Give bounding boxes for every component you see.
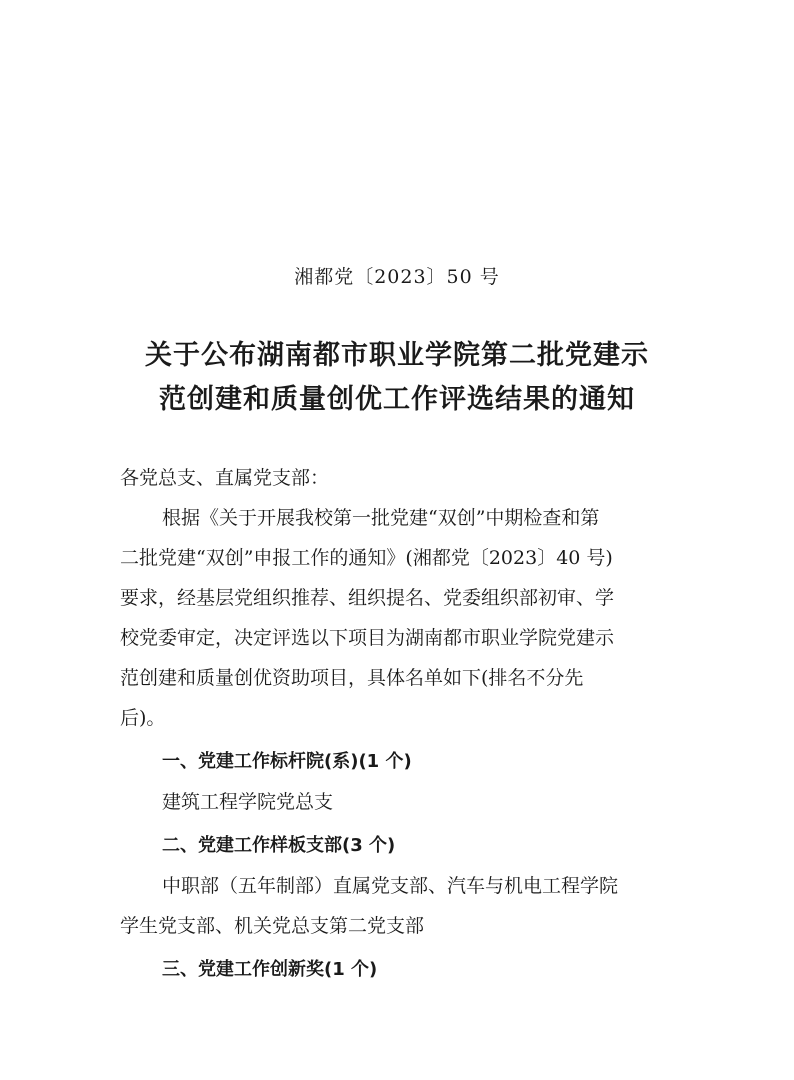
section-1-line: 建筑工程学院党总支 <box>162 791 334 813</box>
intro-line: 校党委审定，决定评选以下项目为湖南都市职业学院党建示 <box>120 627 615 649</box>
intro-line: 要求，经基层党组织推荐、组织提名、党委组织部初审、学 <box>120 587 615 609</box>
document-number: 湘都党〔2023〕50 号 <box>294 266 500 288</box>
document-body <box>120 458 676 990</box>
title-line-1: 关于公布湖南都市职业学院第二批党建示 <box>145 340 649 371</box>
section-2-line: 学生党支部、机关党总支第二党支部 <box>120 915 425 937</box>
salutation: 各党总支、直属党支部： <box>120 467 330 489</box>
section-heading-3: 三、党建工作创新奖(1 个) <box>162 959 378 980</box>
intro-line: 范创建和质量创优资助项目，具体名单如下(排名不分先 <box>120 667 584 689</box>
document-title <box>0 334 794 422</box>
title-line-2: 范创建和质量创优工作评选结果的通知 <box>159 384 635 415</box>
intro-line: 二批党建“双创”申报工作的通知》(湘都党〔2023〕40 号) <box>120 547 613 569</box>
section-2-line: 中职部（五年制部）直属党支部、汽车与机电工程学院 <box>162 875 619 897</box>
section-heading-2: 二、党建工作样板支部(3 个) <box>162 835 396 856</box>
section-heading-1: 一、党建工作标杆院(系)(1 个) <box>162 751 412 772</box>
intro-line: 根据《关于开展我校第一批党建“双创”中期检查和第 <box>162 507 600 529</box>
intro-paragraph <box>120 498 676 738</box>
intro-line: 后)。 <box>120 707 166 729</box>
